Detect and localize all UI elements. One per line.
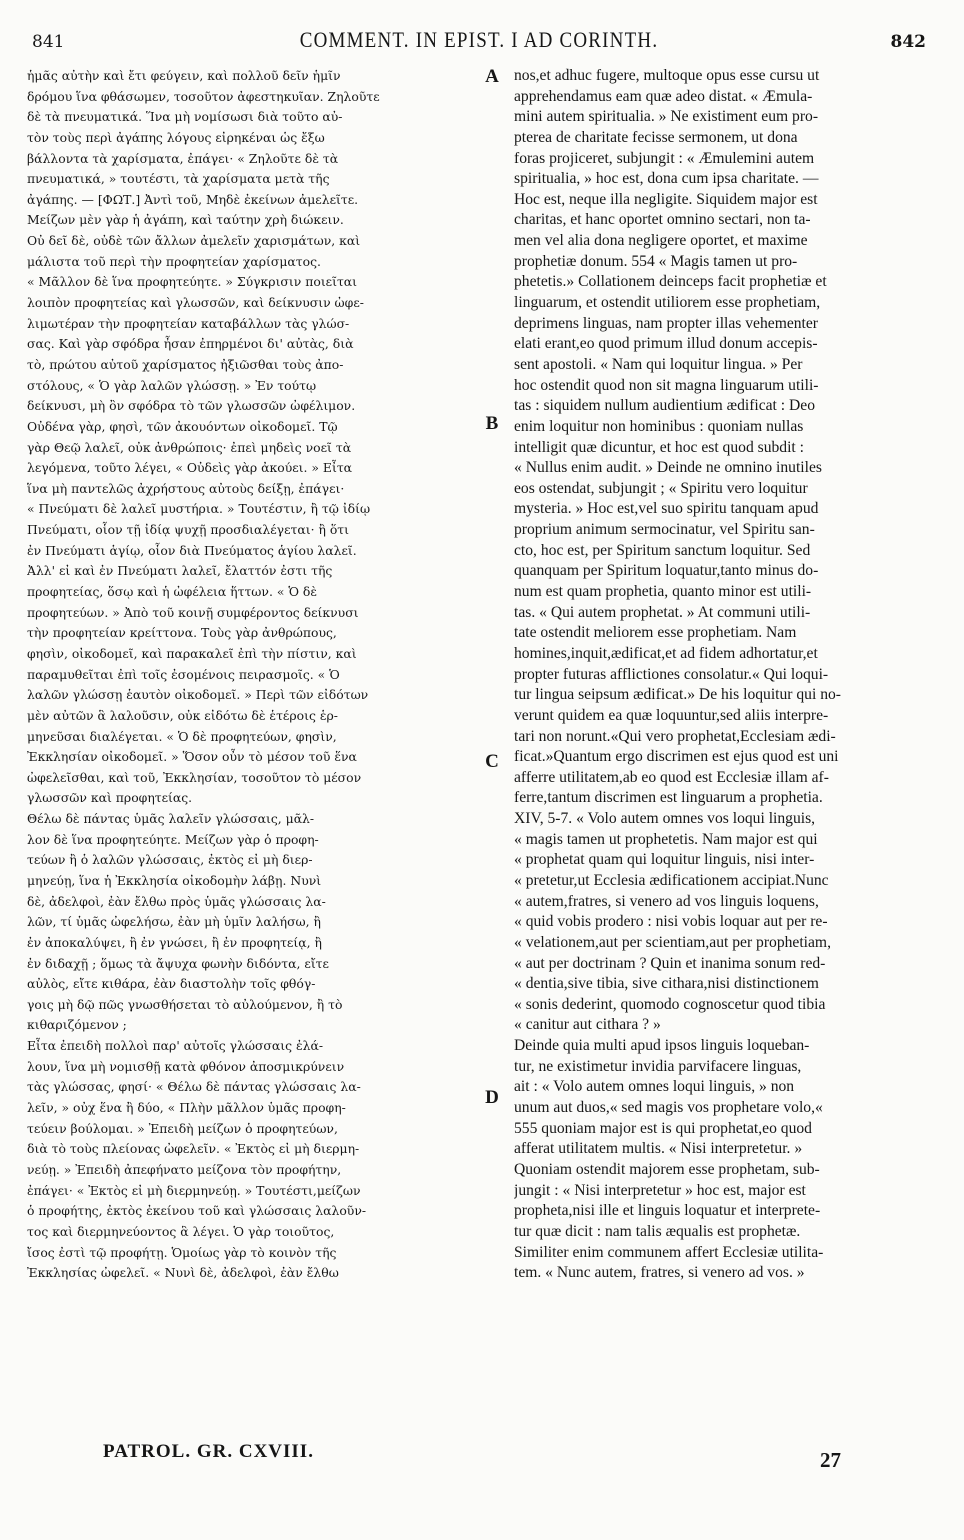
latin-text-line: tur lingua seipsum ædificat.» De his loquitur qui no- (514, 686, 841, 704)
latin-text-line: tate ostendit meliorem esse prophetiam. Nam (514, 624, 797, 642)
greek-text-line: ὠφελεῖσθαι, καὶ τοῦ, Ἐκκλησίαν, τοσοῦτον τὸ μέσον (27, 769, 362, 785)
latin-text-line: « Nullus enim audit. » Deinde ne omnino inutiles (514, 459, 822, 477)
greek-text-line: λιμωτέραν τὴν προφητείαν καταβάλλων τὰς γλώσ- (27, 315, 350, 331)
latin-text-line: verunt quidem ea quæ loquuntur,sed aliis interpre- (514, 706, 829, 724)
latin-text-line: « pretetur,ut Ecclesia ædificationem accipiat.Nunc (514, 871, 829, 889)
greek-text-line: τεύειν βούλομαι. » Ἐπειδὴ μείζων ὁ προφητεύων, (27, 1120, 338, 1136)
greek-text-line: δείκνυσι, μὴ ὂν σφόδρα τὸ τῶν γλωσσῶν ὠφέλιμον. (27, 398, 356, 414)
greek-text-line: σας. Καὶ γὰρ σφόδρα ἦσαν ἐπηρμένοι δι' αὐτὰς, διὰ (27, 336, 354, 352)
section-markers (478, 0, 506, 1540)
greek-text-line: λῶν, τί ὑμᾶς ὠφελήσω, ἐὰν μὴ ὑμῖν λαλήσω, ἢ (27, 914, 321, 930)
greek-text-line: γλωσσῶν καὶ προφητείας. (27, 790, 193, 806)
latin-text-line: afferat utilitatem multis. « Nisi interpretetur. » (514, 1140, 803, 1158)
right-column-number: 842 (890, 32, 926, 52)
greek-text-line: παραμυθεῖται ἐπὶ τοῖς ἐσομένοις πειρασμοῖς. « Ὁ (27, 666, 340, 682)
greek-text-line: Θέλω δὲ πάντας ὑμᾶς λαλεῖν γλώσσαις, μᾶλ- (27, 811, 315, 827)
latin-text-line: hoc ostendit quod non sit magna linguarum utili- (514, 376, 819, 394)
left-column-number: 841 (32, 32, 65, 52)
latin-text-line: ficat.»Quantum ergo discrimen est ejus quod est uni (514, 748, 839, 766)
latin-text-line: phetetis.» Collationem deinceps facit prophetiæ et (514, 273, 827, 291)
section-marker-d: D (485, 1087, 499, 1108)
latin-text-line: sent apostoli. « Nam qui loquitur lingua. » Per (514, 355, 803, 373)
latin-text-line: « sonis dederint, quomodo cognoscetur quod tibia (514, 995, 826, 1013)
greek-text-line: πνευματικά, » τουτέστι, τὰ χαρίσματα μετὰ τῆς (27, 171, 330, 187)
greek-text-line: γοις μὴ δῷ πῶς γνωσθήσεται τὸ αὐλούμενον, ἢ τὸ (27, 996, 343, 1012)
greek-text-line: βάλλοντα τὰ χαρίσματα, ἐπάγει· « Ζηλοῦτε δὲ τὰ (27, 150, 339, 166)
latin-text-line: « canitur aut cithara ? » (514, 1016, 661, 1034)
greek-text-line: τὴν προφητείαν κρείττονα. Τοὺς γὰρ ἀνθρώπους, (27, 625, 337, 641)
latin-text-line: homines,inquit,ædificat,et ad fidem adhortatur,et (514, 644, 818, 662)
greek-text-line: μηνεύῃ, ἵνα ἡ Ἐκκλησία οἰκοδομὴν λάβῃ. Νυνὶ (27, 872, 322, 888)
greek-text-line: νεύῃ. » Ἐπειδὴ ἀπεφήνατο μείζονα τὸν προφήτην, (27, 1161, 342, 1177)
greek-text-line: Οὐ δεῖ δὲ, οὐδὲ τῶν ἄλλων ἀμελεῖν χαρισμάτων, καὶ (27, 233, 361, 249)
latin-text-line: « quid vobis prodero : nisi vobis loquar aut per re- (514, 913, 828, 931)
latin-text-line: tas : siquidem nullum audientium ædificat : Deo (514, 397, 816, 415)
greek-text-line: ἐν ἀποκαλύψει, ἢ ἐν γνώσει, ἢ ἐν προφητείᾳ, ἢ (27, 934, 322, 950)
volume-signature: PATROL. GR. CXVIII. (103, 1441, 314, 1462)
latin-text-line: jungit : « Nisi interpretetur » hoc est, major est (514, 1181, 806, 1199)
latin-text-line: apprehendamus eam quæ adeo distat. « Æmula- (514, 87, 813, 105)
latin-text-line: eos ostendat, subjungit ; « Spiritu vero loquitur (514, 479, 808, 497)
greek-text-line: Ἐκκλησίας ὠφελεῖ. « Νυνὶ δὲ, ἀδελφοὶ, ἐὰν ἔλθω (27, 1265, 339, 1281)
latin-text-line: cto, hoc est, per Spiritum sanctum loquitur. Sed (514, 541, 811, 559)
greek-text-line: γὰρ Θεῷ λαλεῖ, οὐκ ἀνθρώποις· ἐπεὶ μηδεὶς νοεῖ τὰ (27, 439, 352, 455)
greek-text-line: « Πνεύματι δὲ λαλεῖ μυστήρια. » Τουτέστιν, ἢ τῷ ἰδίῳ (27, 501, 371, 517)
latin-text-line: elati erant,eo quod primum illud donum accepis- (514, 335, 818, 353)
greek-text-line: ἴσος ἐστὶ τῷ προφήτῃ. Ὁμοίως γὰρ τὸ κοινὸν τῆς (27, 1244, 337, 1260)
latin-text-line: proprium animum sermocinatur, vel Spiritu san- (514, 521, 815, 539)
latin-text-line: tari non norunt.«Qui vero prophetat,Ecclesiam ædi- (514, 727, 836, 745)
latin-text-line: Quoniam ostendit majorem esse prophetam, sub- (514, 1160, 820, 1178)
latin-text-line: ferre,tantum discrimen est linguarum a prophetia. (514, 789, 823, 807)
greek-text-line: στόλους, « Ὁ γὰρ λαλῶν γλώσσῃ. » Ἐν τούτῳ (27, 377, 317, 393)
greek-text-line: μηνεῦσαι διαλέγεται. « Ὁ δὲ προφητεύων, φησὶν, (27, 728, 337, 744)
latin-text-line: « aut per doctrinam ? Quin et inanima sonum red- (514, 954, 826, 972)
latin-text-line: ait : « Volo autem omnes loqui linguis, » non (514, 1078, 795, 1096)
greek-text-line: λοιπὸν προφητείας καὶ γλωσσῶν, καὶ δείκνυσιν ὠφε- (27, 295, 364, 311)
greek-text-line: προφητείας, ὅσῳ καὶ ἡ ὠφέλεια ἥττων. « Ὁ δὲ (27, 584, 318, 600)
greek-text-line: λεγόμενα, τοῦτο λέγει, « Οὐδεὶς γὰρ ἀκούει. » Εἶτα (27, 460, 353, 476)
greek-text-line: τὰς γλώσσας, φησί· « Θέλω δὲ πάντας γλώσσαις λα- (27, 1079, 361, 1095)
greek-text-line: « Μᾶλλον δὲ ἵνα προφητεύητε. » Σύγκρισιν ποιεῖται (27, 274, 358, 290)
greek-text-line: λουν, ἵνα μὴ νομισθῇ κατὰ φθόνον ἀποσμικρύνειν (27, 1058, 345, 1074)
greek-text-line: προφητεύων. » Ἀπὸ τοῦ κοινῇ συμφέροντος δείκνυσι (27, 604, 359, 620)
greek-text-line: φησὶν, οἰκοδομεῖ, καὶ παρακαλεῖ ἐπὶ τὴν πίστιν, καὶ (27, 645, 357, 661)
greek-text-line: Μείζων μὲν γὰρ ἡ ἀγάπη, καὶ ταύτην χρὴ διώκειν. (27, 212, 344, 228)
latin-text-line: « velationem,aut per scientiam,aut per prophetiam, (514, 933, 831, 951)
latin-text-line: mini autem spiritualia. » Ne existiment eum pro- (514, 108, 819, 126)
greek-text-line: ἐν διδαχῇ ; ὅμως τὰ ἄψυχα φωνὴν διδόντα, εἴτε (27, 955, 329, 971)
latin-text-line: num est quam prophetia, quanto minor est utili- (514, 583, 812, 601)
latin-text-line: propter futuras afflictiones consolatur.« Qui loqui- (514, 665, 829, 683)
latin-text-line: propheta,nisi ille et linguis loquatur et interprete- (514, 1202, 821, 1220)
latin-text-line: tas. « Qui autem prophetat. » At communi utili- (514, 603, 811, 621)
latin-text-line: mysteria. » Hoc est,vel suo spiritu tanquam apud (514, 500, 819, 518)
latin-text-line: deprimens linguas, nam propter illas vehementer (514, 314, 818, 332)
section-marker-c: C (485, 751, 499, 772)
latin-text-line: tur, ne existimetur invidia parvifacere linguas, (514, 1057, 802, 1075)
greek-text-line: τὸ, πρώτου αὐτοῦ χαρίσματος ἠξιῶσθαι τοὺς ἀπο- (27, 356, 344, 372)
greek-text-line: μὲν αὐτῶν ἃ λαλοῦσιν, οὐκ εἰδότω δὲ ἑτέροις ἑρ- (27, 707, 338, 723)
latin-text-line: spiritualia, » hoc est, dona cum ipsa charitate. — (514, 170, 819, 188)
latin-text-line: Hoc est, neque illa negligite. Siquidem major est (514, 190, 818, 208)
greek-text-line: δὲ τὰ πνευματικά. Ἵνα μὴ νομίσωσι διὰ τοῦτο αὐ- (27, 109, 343, 125)
greek-text-line: ἐπάγει· « Ἐκτὸς εἰ μὴ διερμηνεύῃ. » Τουτέστι,μείζων (27, 1182, 361, 1198)
greek-text-line: λεῖν, » οὐχ ἕνα ἢ δύο, « Πλὴν μᾶλλον ὑμᾶς προφη- (27, 1100, 346, 1116)
greek-text-line: Ἐκκλησίαν οἰκοδομεῖ. » Ὅσον οὖν τὸ μέσον τοῦ ἕνα (27, 749, 357, 765)
greek-text-column (27, 66, 475, 1540)
greek-text-line: Ἀλλ' εἰ καὶ ἐν Πνεύματι λαλεῖ, ἔλαττόν ἐστι τῆς (27, 563, 333, 579)
greek-text-line: ὁ προφήτης, ἐκτὸς ἐκείνου τοῦ καὶ γλώσσαις λαλοῦν- (27, 1203, 367, 1219)
greek-text-line: Πνεύματι, οἷον τῇ ἰδίᾳ ψυχῇ προσδιαλέγεται· ἢ ὅτι (27, 522, 349, 538)
greek-text-line: δὲ, ἀδελφοὶ, ἐὰν ἔλθω πρὸς ὑμᾶς γλώσσαις λα- (27, 893, 326, 909)
latin-text-line: tur quæ dicit : nam talis æqualis est prophetæ. (514, 1222, 801, 1240)
latin-text-line: nos,et adhuc fugere, multoque opus esse cursu ut (514, 67, 820, 84)
latin-text-line: Deinde quia multi apud ipsos linguis loqueban- (514, 1037, 810, 1055)
greek-text-line: διὰ τὸ τοὺς πλείονας ὠφελεῖν. « Ἐκτὸς εἰ μὴ διερμη- (27, 1141, 360, 1157)
latin-text-line: quanquam per Spiritum loquatur,tanto minus do- (514, 562, 819, 580)
greek-text-line: μάλιστα τοῦ περὶ τὴν προφητείαν χαρίσματος. (27, 253, 321, 269)
latin-text-line: pterea de charitate fecisse sermonem, ut dona (514, 128, 798, 146)
latin-text-line: Similiter enim communem affert Ecclesiæ utilita- (514, 1243, 824, 1261)
greek-text-line: ἀγάπης. — [ΦΩΤ.] Ἀντὶ τοῦ, Μηδὲ ἐκείνων ἀμελεῖτε. (27, 191, 359, 207)
latin-text-column (514, 66, 934, 1540)
latin-text-line: intelligit quæ dicuntur, et hoc est quod subdit : (514, 438, 804, 456)
greek-text-line: τὸν τοὺς περὶ ἀγάπης λόγους εἰρηκέναι ὡς ἔξω (27, 129, 325, 145)
latin-text-line: « magis tamen ut prophetetis. Nam major est qui (514, 830, 818, 848)
latin-text-line: enim loquitur non hominibus : quoniam nullas (514, 417, 804, 435)
latin-text-line: XIV, 5-7. « Volo autem omnes vos loqui linguis, (514, 810, 816, 828)
latin-text-line: charitas, et hanc oportet omnino sectari, non ta- (514, 211, 811, 229)
section-marker-b: B (485, 413, 499, 434)
latin-text-line: prophetiæ donum. 554 « Magis tamen ut pro- (514, 252, 798, 270)
section-marker-a: A (485, 66, 499, 87)
greek-text-line: ἡμᾶς αὐτὴν καὶ ἔτι φεύγειν, καὶ πολλοῦ δεῖν ἡμῖν (27, 68, 341, 83)
greek-text-line: τεύων ἢ ὁ λαλῶν γλώσσαις, ἐκτὸς εἰ μὴ διερ- (27, 852, 313, 868)
sheet-number: 27 (820, 1448, 841, 1472)
greek-text-line: αὐλὸς, εἴτε κιθάρα, ἐὰν διαστολὴν τοῖς φθόγ- (27, 976, 316, 992)
latin-text-line: linguarum, et ostendit utiliorem esse prophetiam, (514, 294, 821, 312)
greek-text-line: λαλῶν γλώσσῃ ἑαυτὸν οἰκοδομεῖ. » Περὶ τῶν εἰδότων (27, 687, 369, 703)
greek-text-line: δρόμου ἵνα φθάσωμεν, τοσοῦτον ἀφεστηκυῖαν. Ζηλοῦτε (27, 88, 380, 104)
latin-text-line: tem. « Nunc autem, fratres, si venero ad vos. » (514, 1264, 805, 1282)
greek-text-line: κιθαριζόμενον ; (27, 1017, 127, 1033)
latin-text-line: unum aut duos,« sed magis vos prophetare volo,« (514, 1099, 823, 1117)
greek-text-line: Εἶτα ἐπειδὴ πολλοὶ παρ' αὐτοῖς γλώσσαις ἐλά- (27, 1038, 324, 1054)
latin-text-line: men vel alia dona negligere oportet, et maxime (514, 232, 808, 250)
greek-text-line: λον δὲ ἵνα προφητεύητε. Μείζων γὰρ ὁ προφη- (27, 831, 319, 847)
running-title: COMMENT. IN EPIST. I AD CORINTH. (299, 28, 659, 53)
latin-text-line: « prophetat quam qui loquitur linguis, nisi inter- (514, 851, 815, 869)
latin-text-line: 555 quoniam major est is qui prophetat,eo quod (514, 1119, 812, 1137)
latin-text-line: foras projiceret, subjungit : « Æmulemini autem (514, 149, 815, 167)
latin-text-line: « dentia,sive tibia, sive cithara,nisi distinctionem (514, 975, 819, 993)
greek-text-line: ἵνα μὴ παντελῶς ἀχρήστους αὐτοὺς δείξῃ, ἐπάγει· (27, 480, 345, 496)
latin-text-line: « autem,fratres, si venero ad vos linguis loquens, (514, 892, 819, 910)
greek-text-line: Οὐδένα γὰρ, φησὶ, τῶν ἀκουόντων οἰκοδομεῖ. Τῷ (27, 418, 338, 434)
greek-text-line: τος καὶ διερμηνεύοντος ἃ λέγει. Ὁ γὰρ τοιοῦτος, (27, 1223, 335, 1239)
greek-text-line: ἐν Πνεύματι ἁγίῳ, οἷον διὰ Πνεύματος ἁγίου λαλεῖ. (27, 542, 357, 558)
latin-text-line: afferre utilitatem,ab eo quod est Ecclesiæ illam af- (514, 768, 829, 786)
